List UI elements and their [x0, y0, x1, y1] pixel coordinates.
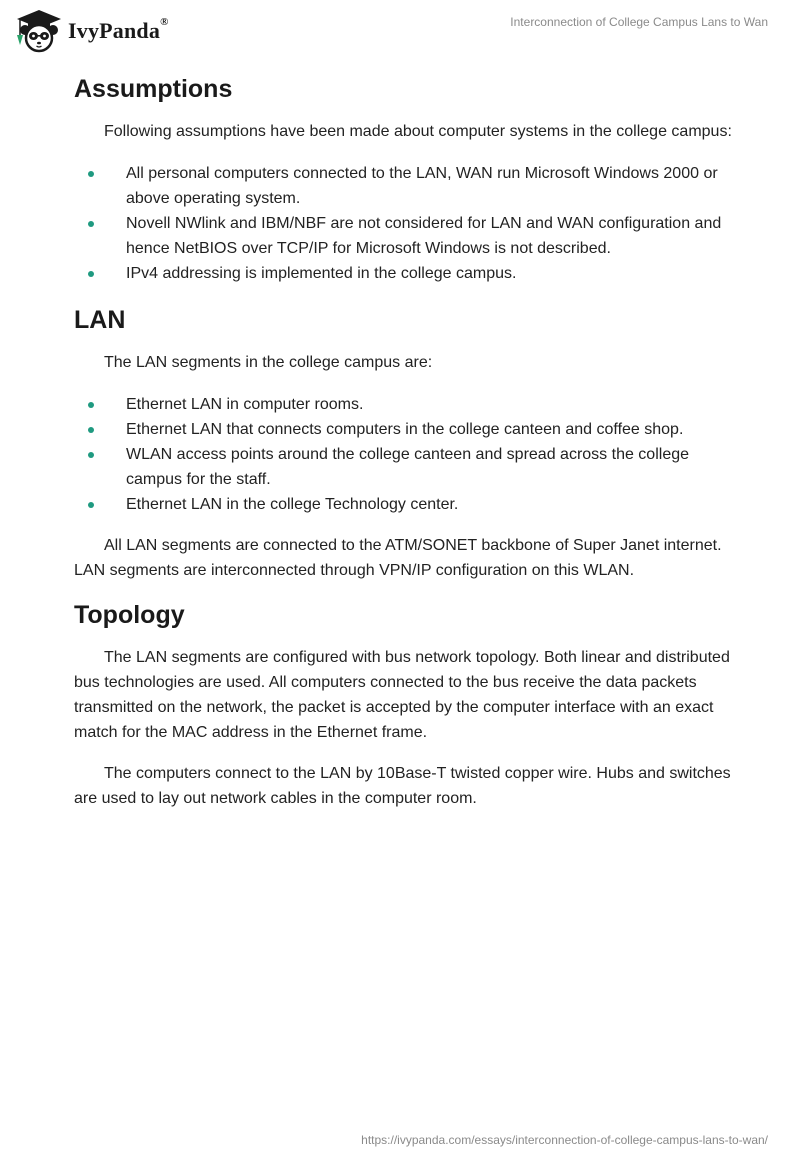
- heading-assumptions: Assumptions: [74, 75, 233, 103]
- topology-paragraph: The LAN segments are configured with bus network topology. Both linear and distributed bus technologies are used. All computers connected to the bus receive the data packets transmitted on the network, the packet is accepted by the computer interface with an exact match for the MAC address in the Ethernet frame.: [74, 649, 730, 741]
- bullet-dot: [88, 427, 94, 433]
- list-item: All personal computers connected to the LAN, WAN run Microsoft Windows 2000 or above operating system.: [74, 161, 734, 211]
- list-item: Ethernet LAN in computer rooms.: [74, 392, 734, 417]
- lan-intro: The LAN segments in the college campus are:: [104, 354, 433, 371]
- list-item: Ethernet LAN in the college Technology center.: [74, 492, 734, 517]
- source-url-link[interactable]: https://ivypanda.com/essays/interconnection-of-college-campus-lans-to-wan/: [361, 1133, 768, 1147]
- page-header: [0, 0, 800, 60]
- list-item: IPv4 addressing is implemented in the college campus.: [74, 261, 734, 286]
- bullet-dot: [88, 221, 94, 227]
- bullet-dot: [88, 271, 94, 277]
- brand-logo[interactable]: [14, 8, 169, 54]
- lan-closing: All LAN segments are connected to the ATM/SONET backbone of Super Janet internet. LAN segments are interconnected through VPN/IP configuration on this WLAN.: [74, 537, 722, 579]
- brand-name: IvyPanda®: [68, 16, 169, 43]
- topology-paragraph: The computers connect to the LAN by 10Base-T twisted copper wire. Hubs and switches are used to lay out network cables in the computer room.: [74, 765, 731, 807]
- panda-graduate-icon: [14, 8, 64, 54]
- running-title: Interconnection of College Campus Lans to Wan: [510, 15, 768, 29]
- bullet-dot: [88, 452, 94, 458]
- bullet-dot: [88, 171, 94, 177]
- essay-content: [74, 72, 734, 811]
- heading-lan: LAN: [74, 306, 126, 334]
- heading-topology: Topology: [74, 601, 185, 629]
- list-item: WLAN access points around the college canteen and spread across the college campus for the staff.: [74, 442, 734, 492]
- assumptions-intro: Following assumptions have been made about computer systems in the college campus:: [104, 123, 732, 140]
- list-item: Novell NWlink and IBM/NBF are not considered for LAN and WAN configuration and hence NetBIOS over TCP/IP for Microsoft Windows is not described.: [74, 211, 734, 261]
- bullet-dot: [88, 402, 94, 408]
- assumptions-list: [74, 161, 734, 286]
- bullet-dot: [88, 502, 94, 508]
- list-item: Ethernet LAN that connects computers in the college canteen and coffee shop.: [74, 417, 734, 442]
- lan-segments-list: [74, 392, 734, 517]
